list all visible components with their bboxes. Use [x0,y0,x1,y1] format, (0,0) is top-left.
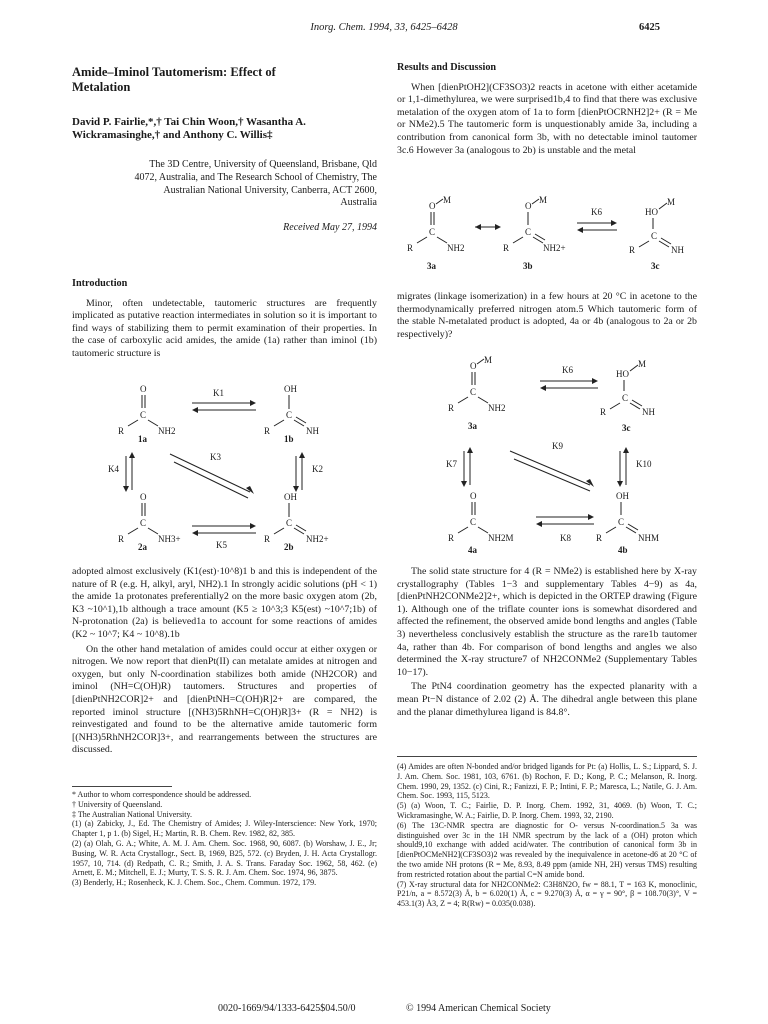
atom-c: C [286,518,293,528]
group-oh: OH [616,491,629,501]
atom-r: R [448,533,455,543]
intro-paragraph-1: Minor, often undetectable, tautomeric structures are frequently implicated as putative reaction intermediates in solution so it is important to find ways of stabilizing them to permit examination of their properties. In the case of carboxylic acid amides, the amide (1a) rather than iminol (1b) tautomeric structure is [72,297,377,359]
k4-label: K4 [108,464,119,474]
footnote-divider-right [397,756,697,757]
footnote: (2) (a) Olah, G. A.; White, A. M. J. Am. Chem. Soc. 1968, 90, 6087. (b) Worshaw, J. E., Jr; Busing, W. R. Acta Crystallogr., Sect. B, 1969, B25, 572. (c) Bryden, J. H. Acta Crystallogr. 1957, 10, 714. (d) Redpath, C. R.; Smith, J. A. S. Trans. Faraday Soc. 1962, 58, 462. (e) Arnett, E. M.; Mitchell, E. J.; Murty, T. S. S. R. J. Am. Chem. Soc. 1974, 96, 3875. [72,838,377,878]
footnote: ‡ The Australian National University. [72,809,192,819]
journal-citation: Inorg. Chem. 1994, 33, 6425–6428 [310,22,458,33]
footnote: (4) Amides are often N-bonded and/or bridged ligands for Pt: (a) Hollis, L. S.; Lippard, S. J. J. Am. Chem. Soc. 1981, 103, 6761. (b) Rochon, F. D.; Kong, P. C.; Melanson, R. Inorg. Chem. 1990, 29, 1352. (c) Cini, R.; Fanizzi, F. P.; Intini, F. P.; Maresca, L.; Natile, G. J. Am. Chem. Soc. 1993, 115, 5123. [397,762,697,801]
results-paragraph-1: When [dienPtOH2](CF3SO3)2 reacts in acetone with either acetamide or 1,1-dimethylurea, we were surprised1b,4 to find that there was exclusive metalation of the oxygen atom of 1a to form [dienPtOCRNH2]2+ (R = Me or NMe2).5 The tautomeric form is unquestionably amide 3a, including a contribution from canonical form 3b, with no detectable iminol tautomer 3c.6 However 3a (analogous to 2b) is unstable and the metal [397,81,697,156]
k6-label: K6 [591,207,602,217]
k1-label: K1 [213,388,224,398]
page-number: 6425 [639,22,660,33]
atom-c: C [470,517,477,527]
results-continued [397,291,697,343]
affiliation: The 3D Centre, University of Queensland, Brisbane, Qld 4072, Australia, and The Research School of Chemistry, The Australian National University, Canberra, ACT 2600, Australia [134,159,377,209]
results-section [397,62,697,159]
scheme-n-metalated-tautomers [440,355,700,555]
author-list: David P. Fairlie,*,† Tai Chin Woon,† Wasantha A. Wickramasinghe,† and Anthony C. Willis‡ [72,116,306,142]
results-paragraph-4: The PtN4 coordination geometry has the expected planarity with a mean Pt−N distance of 2.02 (2) Å. The dihedral angle between this plane and the planar dimethylurea ligand is 84.8°. [397,681,697,718]
group-nh3-plus: NH3+ [158,534,181,544]
atom-r: R [118,426,125,436]
metal-m: M [484,355,493,365]
atom-r: R [264,426,271,436]
group-oh: OH [284,492,297,502]
atom-r: R [448,403,455,413]
copyright: © 1994 American Chemical Society [406,1003,551,1014]
footnotes-right [397,762,697,909]
group-oh: OH [284,384,297,394]
footnote: (5) (a) Woon, T. C.; Fairlie, D. P. Inorg. Chem. 1992, 31, 4069. (b) Woon, T. C.; Wickramasinghe, W. A.; Fairlie, D. P. Inorg. Chem. 1993, 32, 2190. [397,801,697,820]
footnote: (7) X-ray structural data for NH2CONMe2: C3H8N2O, fw = 88.1, T = 163 K, monoclinic, P21/n, a = 8.572(3) Å, b = 6.020(1) Å, c = 9.270(3) Å, α = γ = 90°, β = 108.70(3)°, V = 453.1(3) Å3, Z = 4; R(Rw) = 0.035(0.038). [397,879,697,909]
atom-r: R [118,534,125,544]
group-nh2: NH2 [158,426,176,436]
group-nh2m: NH2M [488,533,514,543]
k8-label: K8 [560,533,571,543]
label-2b: 2b [284,542,294,552]
atom-c: C [618,517,625,527]
k9-label: K9 [552,441,563,451]
group-ho: HO [645,207,658,217]
k3-label: K3 [210,452,221,462]
footnote: (3) Benderly, H.; Rosenheck, K. J. Chem. Soc., Chem. Commun. 1972, 179. [72,878,317,888]
atom-c: C [140,518,147,528]
atom-r: R [596,533,603,543]
issn-code: 0020-1669/94/1333-6425$04.50/0 [218,1003,356,1014]
scheme-amide-iminol-protonation [100,378,360,553]
footnote: * Author to whom correspondence should be addressed. [72,790,252,799]
atom-c: C [651,231,658,241]
atom-o-minus: O [525,201,532,211]
label-3a: 3a [427,261,436,271]
received-date: Received May 27, 1994 [283,221,377,233]
footnote: (6) The 13C-NMR spectra are diagnostic for O- versus N-coordination.5 3a was distinguished over 3c in the 1H NMR spectrum by the lack of a (OH) proton which should9,10 exchange with added acid/water. The contribution of canonical form 3b in [dienPtOCMeNH2](CF3SO3)2 was revealed by the inequivalence in acetone-d6 at 20 °C of the two amide NH protons (R = Me, 8.93, 8.49 ppm (amide NH, 2H) versus TMS) resulting from restricted rotation about the partial C=N amide bond. [397,820,697,879]
atom-c: C [286,410,293,420]
k10-label: K10 [636,459,652,469]
section-heading-introduction: Introduction [72,278,128,289]
label-2a: 2a [138,542,147,552]
group-nh2-plus: NH2+ [543,243,566,253]
article-title: Amide–Iminol Tautomerism: Effect of Metalation [72,65,276,94]
atom-r: R [600,407,607,417]
atom-c: C [622,393,629,403]
label-1b: 1b [284,434,294,444]
atom-r: R [264,534,271,544]
atom-o: O [470,491,477,501]
results-paragraph-2: migrates (linkage isomerization) in a few hours at 20 °C in acetone to the thermodynamically preferred nitrogen atom.5 Which tautomeric form of the stable N-metalated product is adopted, 4a or 4b (analogous to 2a or 2b respectively)? [397,291,697,340]
footnote: (1) (a) Zabicky, J., Ed. The Chemistry of Amides; J. Wiley-Interscience: New York, 1970; Chapter 1, p 1. (b) Sigel, H.; Martin, R. B. Chem. Rev. 1982, 82, 385. [72,819,377,839]
footnote-divider-left [72,786,172,787]
metal-m: M [667,197,676,207]
introduction-continued [72,566,377,759]
results-continued-2 [397,566,697,721]
atom-o: O [470,361,477,371]
atom-o: O [140,384,147,394]
results-paragraph-3: The solid state structure for 4 (R = NMe2) is established here by X-ray crystallography (Tables 1−3 and supplementary Tables 4−9) as 4a, [dienPtNH2CONMe2]2+, which is depicted in the ORTEP drawing (Figure 1). Although one of the triflate counter ions is somewhat disordered and affected the refinement, the observed amide bond lengths and angles (Table 3) nevertheless conclusively establish the structure as the rare1b tautomer 4a, rather than 4b. For comparison of bond lengths and angles we also determined the X-ray structure7 of NH2CONMe2 (Supplementary Tables 10−17). [397,566,697,678]
group-nh: NH [671,245,684,255]
section-heading-results: Results and Discussion [397,62,497,73]
group-nh2-plus: NH2+ [306,534,329,544]
group-ho: HO [616,369,629,379]
label-3c: 3c [651,261,660,271]
group-nh2: NH2 [488,403,506,413]
atom-r: R [629,245,636,255]
group-nh: NH [306,426,319,436]
label-4a: 4a [468,545,477,555]
atom-o: O [140,492,147,502]
title-block [72,65,377,234]
scheme-o-metalated-tautomers [397,195,697,280]
atom-c: C [470,387,477,397]
intro-paragraph-3: On the other hand metalation of amides could occur at either oxygen or nitrogen. We now report that dienPt(II) can metalate amides at nitrogen and oxygen, but only N-coordination stabilizes both amide (NH2COR) and iminol (NH=C(OH)R) tautomers. Structures and properties of [dienPtNH2COR]2+ and [dienPtNH=C(OH)R]2+ are compared, the reported iminol structure [(NH3)5RhNH=C(OH)R]3+ (R = NH2) is reinvestigated and found to be the alternative amide tautomeric form [(NH3)5RhNH2COR]3+, and rearrangements between the structures are discussed. [72,643,377,756]
metal-m: M [638,359,647,369]
label-3a: 3a [468,421,477,431]
label-4b: 4b [618,545,628,555]
footnote: † University of Queensland. [72,799,163,809]
atom-r: R [503,243,510,253]
footnotes-left [72,790,377,888]
atom-r: R [407,243,414,253]
atom-c: C [140,410,147,420]
metal-m: M [443,195,452,205]
metal-m: M [539,195,548,205]
group-nhm: NHM [638,533,660,543]
atom-c: C [429,227,436,237]
k2-label: K2 [312,464,323,474]
group-nh2: NH2 [447,243,465,253]
group-nh: NH [642,407,655,417]
label-3c: 3c [622,423,631,433]
introduction [72,278,377,363]
k5-label: K5 [216,540,227,550]
label-3b: 3b [523,261,533,271]
k6-label: K6 [562,365,573,375]
atom-c: C [525,227,532,237]
atom-o: O [429,201,436,211]
intro-paragraph-2: adopted almost exclusively (K1(est)·10^8)1 b and this is independent of the nature of R (e.g. H, alkyl, aryl, NH2).1 In strongly acidic solutions (pH < 1) the amide 1a protonates preferentially2 on the more basic oxygen atom (2b, K3 ~10^1),1b although a trace amount (K5 ≥ 10^3;3 K5(est) ~10^7;1b) of N-protonation (2a) is believed1a to account for some reactions of amides (K2 ~ 10^7; K4 ~ 10^8).1b [72,566,377,640]
k7-label: K7 [446,459,457,469]
label-1a: 1a [138,434,147,444]
